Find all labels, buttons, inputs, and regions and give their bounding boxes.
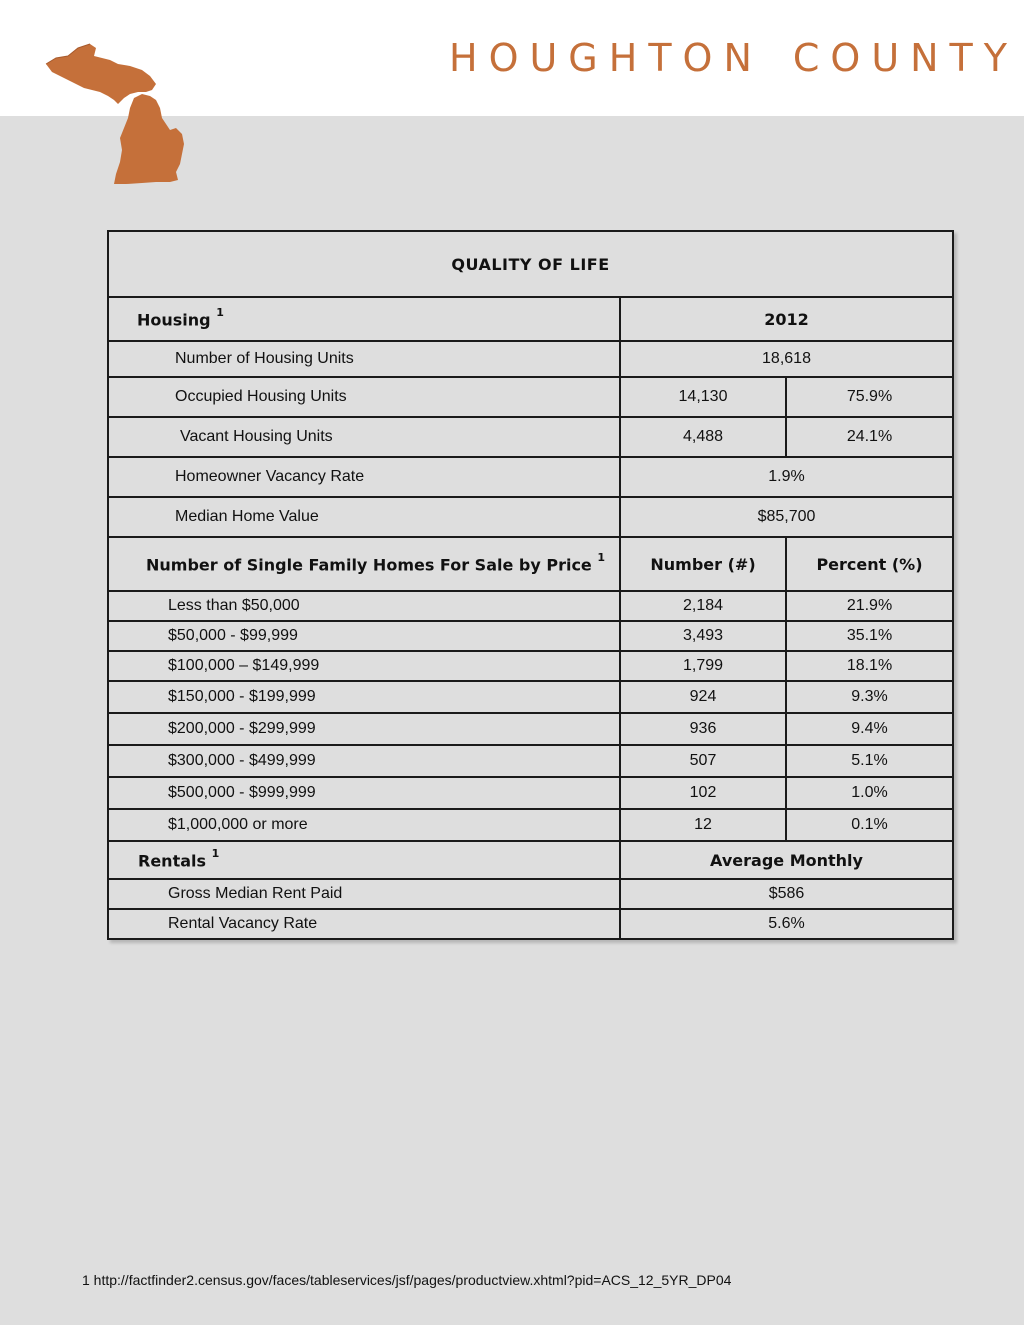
housing-footnote-ref: 1 [216, 305, 224, 319]
county-title [449, 36, 1018, 80]
homes-number: 2,184 [620, 591, 786, 621]
row-label: Gross Median Rent Paid [108, 879, 620, 909]
price-range: $150,000 - $199,999 [108, 681, 620, 713]
homes-percent: 35.1% [786, 621, 953, 651]
row-label: Number of Housing Units [108, 341, 620, 377]
rentals-footnote-ref: 1 [211, 846, 220, 860]
rentals-header-row [108, 841, 953, 879]
table-row [108, 713, 953, 745]
quality-of-life-table [107, 230, 954, 940]
average-monthly-header: Average Monthly [620, 841, 953, 879]
table-row [108, 777, 953, 809]
table-row [108, 745, 953, 777]
table-row [108, 457, 953, 497]
table-row [108, 909, 953, 939]
table-row [108, 681, 953, 713]
table-title: QUALITY OF LIFE [108, 231, 953, 297]
homes-percent: 18.1% [786, 651, 953, 681]
homes-footnote-ref: 1 [597, 550, 606, 564]
homes-for-sale-label [108, 537, 620, 591]
county-title-word2: COUNTY [792, 36, 1018, 80]
row-label: Homeowner Vacancy Rate [108, 457, 620, 497]
price-range: $300,000 - $499,999 [108, 745, 620, 777]
homes-number: 102 [620, 777, 786, 809]
housing-label-text: Housing [137, 310, 211, 330]
table-row [108, 377, 953, 417]
row-label: Rental Vacancy Rate [108, 909, 620, 939]
homes-for-sale-label-text: Number of Single Family Homes For Sale by Price [146, 555, 592, 575]
row-value: 1.9% [620, 457, 953, 497]
price-range: $50,000 - $99,999 [108, 621, 620, 651]
row-label: Vacant Housing Units [108, 417, 620, 457]
homes-number: 1,799 [620, 651, 786, 681]
homes-percent: 0.1% [786, 809, 953, 841]
homes-number: 507 [620, 745, 786, 777]
homes-number: 3,493 [620, 621, 786, 651]
table-row [108, 809, 953, 841]
rentals-label-text: Rentals [138, 851, 207, 871]
row-label: Occupied Housing Units [108, 377, 620, 417]
rentals-label [108, 841, 620, 879]
table-row [108, 341, 953, 377]
number-header: Number (#) [620, 537, 786, 591]
row-value: $586 [620, 879, 953, 909]
homes-percent: 9.4% [786, 713, 953, 745]
year-header: 2012 [620, 297, 953, 341]
row-count: 4,488 [620, 417, 786, 457]
source-footnote: 1 http://factfinder2.census.gov/faces/tableservices/jsf/pages/productview.xhtml?pid=ACS_12_5YR_DP04 [82, 1272, 732, 1288]
table-row [108, 497, 953, 537]
price-range: Less than $50,000 [108, 591, 620, 621]
row-percent: 75.9% [786, 377, 953, 417]
table-row [108, 417, 953, 457]
homes-percent: 9.3% [786, 681, 953, 713]
table-row [108, 621, 953, 651]
row-value: $85,700 [620, 497, 953, 537]
homes-for-sale-header-row [108, 537, 953, 591]
homes-number: 924 [620, 681, 786, 713]
table-row [108, 591, 953, 621]
michigan-map-icon [38, 36, 198, 188]
table-row [108, 651, 953, 681]
homes-number: 12 [620, 809, 786, 841]
price-range: $500,000 - $999,999 [108, 777, 620, 809]
price-range: $200,000 - $299,999 [108, 713, 620, 745]
homes-percent: 21.9% [786, 591, 953, 621]
row-value: 5.6% [620, 909, 953, 939]
homes-percent: 1.0% [786, 777, 953, 809]
price-range: $1,000,000 or more [108, 809, 620, 841]
table-row [108, 879, 953, 909]
housing-label [108, 297, 620, 341]
row-count: 14,130 [620, 377, 786, 417]
percent-header: Percent (%) [786, 537, 953, 591]
homes-number: 936 [620, 713, 786, 745]
row-percent: 24.1% [786, 417, 953, 457]
row-label: Median Home Value [108, 497, 620, 537]
housing-header-row [108, 297, 953, 341]
homes-percent: 5.1% [786, 745, 953, 777]
row-value: 18,618 [620, 341, 953, 377]
county-title-word1: HOUGHTON [449, 36, 763, 80]
price-range: $100,000 – $149,999 [108, 651, 620, 681]
